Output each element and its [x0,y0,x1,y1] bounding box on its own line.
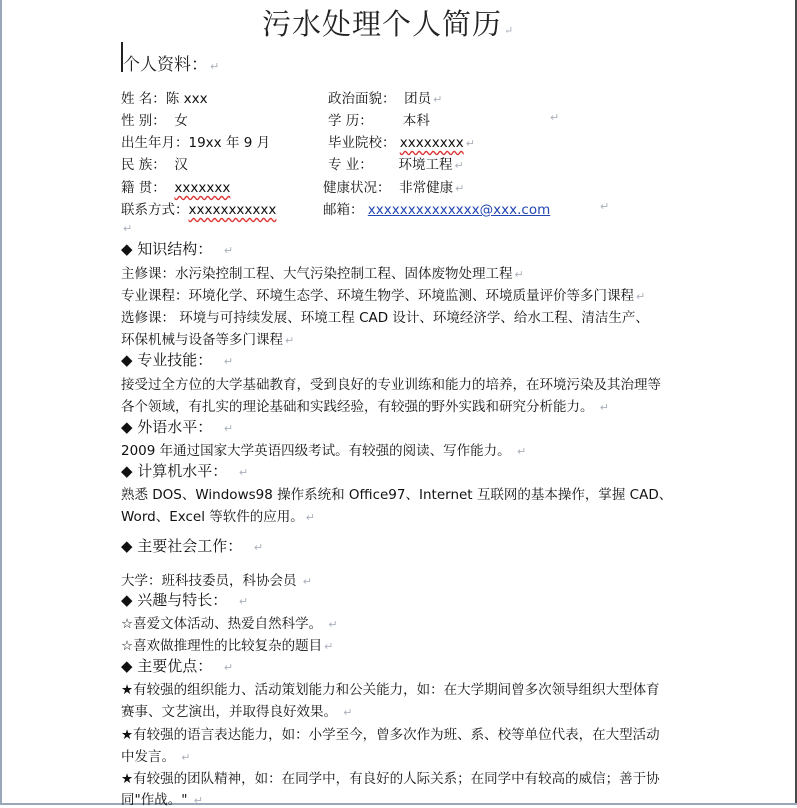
strengths-line: ★有较强的语言表达能力，如：小学至今，曾多次作为班、系、校等单位代表，在大型活动 [121,727,660,743]
paragraph-mark: ↵ [550,111,560,124]
strengths-line: 同"作战。" ↵ [121,792,203,808]
school-field: 毕业院校： xxxxxxxx ↵ [328,135,475,151]
page-left-edge [0,0,2,805]
document-title: 污水处理个人简历 ↵ [262,7,515,41]
strengths-line: ★有较强的组织能力、活动策划能力和公关能力，如：在大学期间曾多次领导组织大型体育 [121,682,660,698]
section-social-heading: ◆ 主要社会工作： ↵ [121,537,264,555]
knowledge-line: 主修课：水污染控制工程、大气污染控制工程、固体废物处理工程 ↵ [121,266,524,282]
section-personal-heading: 个人资料： ↵ [123,55,220,75]
knowledge-line: 专业课程：环境化学、环境生态学、环境生物学、环境监测、环境质量评价等多门课程 ↵ [121,288,646,304]
birth-field: 出生年月：19xx 年 9 月 [121,135,271,151]
strengths-line: ★有较强的团队精神，如：在同学中，有良好的人际关系；在同学中有较高的威信；善于协 [121,771,660,787]
politics-field: 政治面貌： 团员 ↵ [328,91,443,107]
paragraph-mark: ↵ [600,200,610,213]
origin-field: 籍 贯： xxxxxxx [121,180,231,196]
email-field: 邮箱： xxxxxxxxxxxxxx@xxx.com [323,202,551,218]
strengths-line: 赛事、文艺演出，并取得良好效果。 ↵ [121,704,353,720]
email-link[interactable]: xxxxxxxxxxxxxx@xxx.com [367,202,551,218]
section-knowledge-heading: ◆ 知识结构： ↵ [121,240,234,258]
ethnic-field: 民 族： 汉 [121,157,188,173]
strengths-line: 中发言。 ↵ [121,749,191,765]
education-field: 学 历： 本科 [328,113,430,129]
empty-paragraph: ↵ [123,222,133,235]
skills-line: 各个领域，有扎实的理论基础和实践经验，有较强的野外实践和研究分析能力。 ↵ [121,399,610,415]
name-field: 姓 名：陈 xxx [121,91,208,107]
health-field: 健康状况： 非常健康 ↵ [323,180,465,196]
gender-field: 性 别： 女 [121,113,188,129]
section-language-heading: ◆ 外语水平： ↵ [121,418,234,436]
section-hobbies-heading: ◆ 兴趣与特长： ↵ [121,591,249,609]
major-field: 专 业： 环境工程 ↵ [328,157,464,173]
social-line: 大学：班科技委员，科协会员 ↵ [121,573,313,589]
section-computer-heading: ◆ 计算机水平： ↵ [121,462,249,480]
hobbies-line: ☆喜欢做推理性的比较复杂的题目 ↵ [121,638,334,654]
skills-line: 接受过全方位的大学基础教育，受到良好的专业训练和能力的培养，在环境污染及其治理等 [121,377,661,393]
contact-field: 联系方式：xxxxxxxxxxx [121,202,277,218]
knowledge-line: 环保机械与设备等多门课程 ↵ [121,332,295,348]
computer-line: Word、Excel 等软件的应用。 ↵ [121,509,315,525]
section-strengths-heading: ◆ 主要优点： ↵ [121,657,234,675]
section-skills-heading: ◆ 专业技能： ↵ [121,351,234,369]
language-line: 2009 年通过国家大学英语四级考试。有较强的阅读、写作能力。 ↵ [121,443,527,459]
knowledge-line: 选修课： 环境与可持续发展、环境工程 CAD 设计、环境经济学、给水工程、清洁生产、 [121,310,649,326]
hobbies-line: ☆喜爱文体活动、热爱自然科学。 ↵ [121,616,338,632]
computer-line: 熟悉 DOS、Windows98 操作系统和 Office97、Internet 互联网的基本操作，掌握 CAD、 [121,487,673,503]
